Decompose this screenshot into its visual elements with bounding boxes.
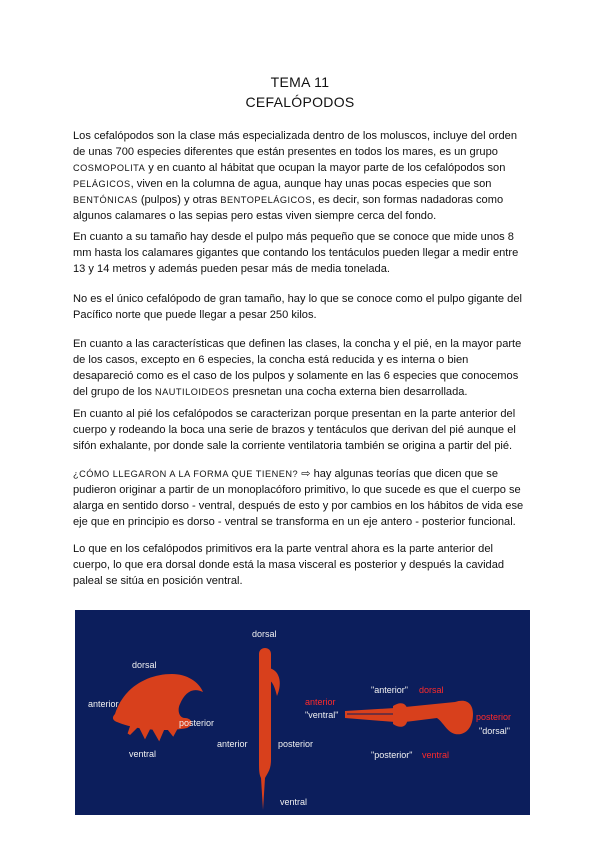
paragraph-foot: En cuanto al pié los cefalópodos se caracterizan porque presentan en la parte anterior del cuerpo y rodeando la boca una serie de brazos y tentáculos que derivan del pié aunque el sifón exhalante, por donde sale la corriente ventilatoria también se origina a partir del pié.	[73, 408, 516, 452]
left-posterior-label: posterior	[179, 718, 215, 728]
term-pelagicos: PELÁGICOS	[73, 179, 131, 189]
elongated-body-figure	[217, 629, 313, 810]
document-title: TEMA 11	[270, 74, 330, 90]
paragraph-giant-octopus: No es el único cefalópodo de gran tamaño, hay lo que se conoce como el pulpo gigante del Pacífico norte que puede llegar a pesar 250 kilos.	[73, 293, 522, 321]
term-nautiloideos: NAUTILOIDEOS	[155, 387, 230, 397]
right-ventral-quoted-label: "ventral"	[305, 710, 339, 720]
cephalopod-arms	[345, 708, 395, 722]
primitive-mollusc-foot	[129, 722, 179, 738]
paragraph-shell: En cuanto a las características que definen las clases, la concha y el pié, en la mayor parte de los casos, excepto en 6 especies, la concha está reducida y es interna o bien desapareció como es el caso de los pulpos y solamente en las 6 especies que conocemos del grupo de los NAUTILOIDEOS presnetan una cocha externa bien desarrollada.	[73, 338, 522, 398]
paragraph-size: En cuanto a su tamaño hay desde el pulpo más pequeño que se conoce que mide unos 8 mm hasta los calamares gigantes que contando los tentáculos pueden llegar a medir entre 13 y 14 metros y además pueden pesar más de media tonelada.	[73, 231, 519, 275]
middle-dorsal-label: dorsal	[252, 629, 277, 639]
paragraph-origin: ¿CÓMO LLEGARON A LA FORMA QUE TIENEN? ⇨ hay algunas teorías que dicen que se pudieron originar a partir de un monoplacóforo primitivo, lo que sucede es que el cuerpo se alarga en sentido dorso - ventral, después de esto y por cambios en los hábitos de vida ese eje que en principio es dorso - ventral se transforma en un eje antero - posterior funcional.	[73, 468, 524, 528]
cephalopod-figure	[305, 685, 511, 760]
right-ventral-label: ventral	[422, 750, 450, 760]
term-bentopelagicos: BENTOPELÁGICOS	[220, 195, 312, 205]
right-posterior-quoted-label: "posterior"	[371, 750, 413, 760]
middle-anterior-label: anterior	[217, 739, 248, 749]
primitive-mollusc-figure	[88, 660, 214, 759]
arrow-icon: ⇨	[298, 468, 314, 480]
term-cosmopolita: COSMOPOLITA	[73, 163, 146, 173]
origin-question: ¿CÓMO LLEGARON A LA FORMA QUE TIENEN?	[73, 469, 299, 479]
left-dorsal-label: dorsal	[132, 660, 157, 670]
paragraph-habitat: Los cefalópodos son la clase más especializada dentro de los moluscos, incluye del orden de unas 700 especies diferentes que están presentes en todos los mares, es un grupo COSMOPOLITA y en cuanto al hábitat que ocupan la mayor parte de los cefalópodos son PELÁGICOS, viven en la columna de agua, aunque hay unas pocas especies que son BENTÓNICAS (pulpos) y otras BENTOPELÁGICOS, es decir, son formas nadadoras como algunos calamares o las sepias pero estas viven siempre cerca del fondo.	[73, 130, 518, 222]
cephalopod-mantle	[405, 701, 473, 735]
cephalopod-head	[393, 703, 407, 727]
right-dorsal-label: dorsal	[419, 685, 444, 695]
right-dorsal-quoted-label: "dorsal"	[479, 726, 510, 736]
middle-ventral-label: ventral	[280, 797, 308, 807]
right-anterior-quoted-label: "anterior"	[371, 685, 408, 695]
middle-posterior-label: posterior	[278, 739, 314, 749]
right-posterior-label: posterior	[476, 712, 512, 722]
left-ventral-label: ventral	[129, 749, 157, 759]
document-subtitle: CEFALÓPODOS	[245, 94, 355, 110]
term-bentonicas: BENTÓNICAS	[73, 195, 138, 205]
body-axis-diagram	[75, 610, 530, 815]
left-anterior-label: anterior	[88, 699, 119, 709]
paragraph-orientation: Lo que en los cefalópodos primitivos era la parte ventral ahora es la parte anterior del cuerpo, lo que era dorsal donde está la masa visceral es posterior y después la cavidad paleal se sitúa en posición ventral.	[73, 543, 505, 587]
right-anterior-label: anterior	[305, 697, 336, 707]
